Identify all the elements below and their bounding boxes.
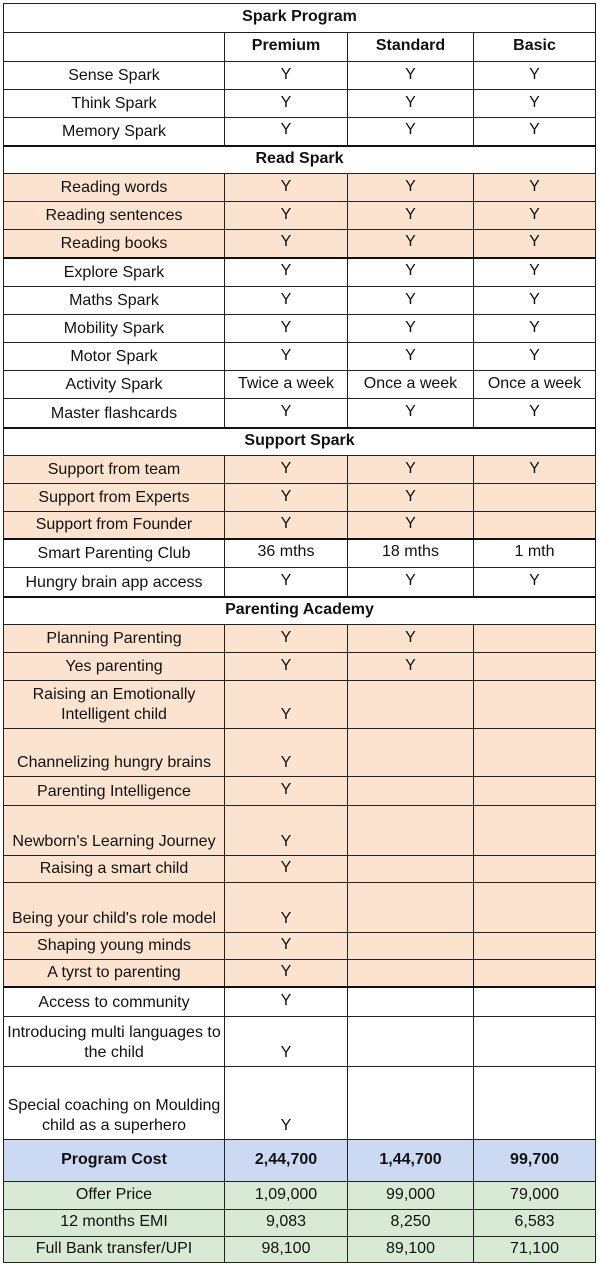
table-row: [4, 512, 596, 539]
row-label: Explore Spark: [4, 258, 225, 287]
basic-cell: Y: [474, 287, 596, 315]
row-label: Activity Spark: [4, 371, 225, 399]
basic-cell: [474, 484, 596, 512]
row-label: Special coaching on Moulding child as a superhero: [4, 1067, 225, 1140]
table-row: [4, 777, 596, 806]
premium-cell: Y: [225, 174, 348, 202]
row-label: Program Cost: [4, 1140, 225, 1182]
basic-cell: Y: [474, 174, 596, 202]
premium-cell: 1,09,000: [225, 1182, 348, 1210]
row-label: Support from Experts: [4, 484, 225, 512]
premium-cell: 36 mths: [225, 539, 348, 568]
standard-cell: Y: [348, 90, 474, 118]
basic-cell: [474, 653, 596, 681]
standard-cell: Y: [348, 512, 474, 539]
table-title: Spark Program: [4, 4, 596, 33]
basic-cell: [474, 512, 596, 539]
row-label: Introducing multi languages to the child: [4, 1017, 225, 1067]
row-label: Planning Parenting: [4, 625, 225, 653]
section-header-row: [4, 428, 596, 456]
price-row: [4, 1237, 596, 1263]
table-row: [4, 202, 596, 230]
row-label: Yes parenting: [4, 653, 225, 681]
section-title: Parenting Academy: [4, 597, 596, 625]
basic-cell: [474, 777, 596, 806]
basic-cell: [474, 806, 596, 856]
standard-cell: [348, 806, 474, 856]
table-row: [4, 315, 596, 343]
basic-cell: Y: [474, 343, 596, 371]
table-row: [4, 343, 596, 371]
basic-cell: 6,583: [474, 1210, 596, 1237]
row-label: Hungry brain app access: [4, 568, 225, 597]
row-label: Being your child's role model: [4, 883, 225, 933]
premium-cell: Y: [225, 230, 348, 258]
basic-cell: 1 mth: [474, 539, 596, 568]
header-standard: Standard: [348, 33, 474, 62]
standard-cell: [348, 1017, 474, 1067]
program-comparison-sheet: [3, 3, 595, 1276]
table-row: [4, 456, 596, 484]
standard-cell: 99,000: [348, 1182, 474, 1210]
row-label: Raising an Emotionally Intelligent child: [4, 681, 225, 729]
row-label: Access to community: [4, 987, 225, 1017]
row-label: Support from team: [4, 456, 225, 484]
table-row: [4, 960, 596, 987]
section-header-row: [4, 146, 596, 174]
premium-cell: Y: [225, 456, 348, 484]
standard-cell: Y: [348, 653, 474, 681]
price-row: [4, 1210, 596, 1237]
basic-cell: [474, 933, 596, 960]
table-row: [4, 484, 596, 512]
standard-cell: [348, 729, 474, 777]
row-label: Think Spark: [4, 90, 225, 118]
table-row: [4, 625, 596, 653]
premium-cell: Y: [225, 118, 348, 146]
premium-cell: Y: [225, 484, 348, 512]
table-row: [4, 90, 596, 118]
premium-cell: Y: [225, 777, 348, 806]
premium-cell: Y: [225, 512, 348, 539]
row-label: Offer Price: [4, 1182, 225, 1210]
standard-cell: Once a week: [348, 371, 474, 399]
basic-cell: [474, 729, 596, 777]
standard-cell: [348, 777, 474, 806]
column-header-row: [4, 33, 596, 62]
row-label: Support from Founder: [4, 512, 225, 539]
standard-cell: Y: [348, 315, 474, 343]
table-row: [4, 399, 596, 428]
table-row: [4, 681, 596, 729]
basic-cell: 71,100: [474, 1237, 596, 1263]
row-label: 12 months EMI: [4, 1210, 225, 1237]
premium-cell: Twice a week: [225, 371, 348, 399]
premium-cell: 2,44,700: [225, 1140, 348, 1182]
basic-cell: Y: [474, 258, 596, 287]
table-row: [4, 230, 596, 258]
premium-cell: Y: [225, 625, 348, 653]
row-label: Channelizing hungry brains: [4, 729, 225, 777]
row-label: Maths Spark: [4, 287, 225, 315]
standard-cell: [348, 933, 474, 960]
premium-cell: Y: [225, 258, 348, 287]
standard-cell: Y: [348, 484, 474, 512]
row-label: Shaping young minds: [4, 933, 225, 960]
standard-cell: [348, 987, 474, 1017]
premium-cell: Y: [225, 287, 348, 315]
section-header-row: [4, 597, 596, 625]
row-label: Parenting Intelligence: [4, 777, 225, 806]
standard-cell: [348, 1067, 474, 1140]
table-body: [4, 4, 596, 1263]
basic-cell: Y: [474, 118, 596, 146]
basic-cell: [474, 625, 596, 653]
row-label: Raising a smart child: [4, 856, 225, 883]
row-label: Reading books: [4, 230, 225, 258]
premium-cell: Y: [225, 90, 348, 118]
premium-cell: Y: [225, 960, 348, 987]
comparison-table: [3, 3, 596, 1263]
premium-cell: Y: [225, 62, 348, 90]
basic-cell: [474, 681, 596, 729]
header-premium: Premium: [225, 33, 348, 62]
premium-cell: Y: [225, 1017, 348, 1067]
standard-cell: Y: [348, 568, 474, 597]
table-row: [4, 987, 596, 1017]
premium-cell: Y: [225, 987, 348, 1017]
basic-cell: 99,700: [474, 1140, 596, 1182]
table-row: [4, 883, 596, 933]
basic-cell: 79,000: [474, 1182, 596, 1210]
basic-cell: Once a week: [474, 371, 596, 399]
price-row: [4, 1182, 596, 1210]
table-row: [4, 258, 596, 287]
premium-cell: 98,100: [225, 1237, 348, 1263]
row-label: Master flashcards: [4, 399, 225, 428]
premium-cell: Y: [225, 729, 348, 777]
row-label: Motor Spark: [4, 343, 225, 371]
row-label: Sense Spark: [4, 62, 225, 90]
standard-cell: [348, 883, 474, 933]
standard-cell: Y: [348, 287, 474, 315]
standard-cell: 18 mths: [348, 539, 474, 568]
basic-cell: Y: [474, 568, 596, 597]
premium-cell: Y: [225, 806, 348, 856]
program-cost-row: [4, 1140, 596, 1182]
row-label: Memory Spark: [4, 118, 225, 146]
standard-cell: Y: [348, 456, 474, 484]
standard-cell: 89,100: [348, 1237, 474, 1263]
basic-cell: [474, 1017, 596, 1067]
row-label: Full Bank transfer/UPI: [4, 1237, 225, 1263]
standard-cell: Y: [348, 258, 474, 287]
premium-cell: Y: [225, 653, 348, 681]
premium-cell: Y: [225, 568, 348, 597]
table-row: [4, 1067, 596, 1140]
table-row: [4, 371, 596, 399]
standard-cell: Y: [348, 399, 474, 428]
premium-cell: Y: [225, 856, 348, 883]
basic-cell: Y: [474, 456, 596, 484]
table-row: [4, 62, 596, 90]
row-label: Mobility Spark: [4, 315, 225, 343]
row-label: Smart Parenting Club: [4, 539, 225, 568]
basic-cell: Y: [474, 399, 596, 428]
table-row: [4, 856, 596, 883]
header-blank-cell: [4, 33, 225, 62]
standard-cell: 1,44,700: [348, 1140, 474, 1182]
basic-cell: Y: [474, 62, 596, 90]
premium-cell: Y: [225, 883, 348, 933]
standard-cell: Y: [348, 625, 474, 653]
table-row: [4, 539, 596, 568]
row-label: Newborn's Learning Journey: [4, 806, 225, 856]
premium-cell: Y: [225, 681, 348, 729]
basic-cell: Y: [474, 202, 596, 230]
standard-cell: Y: [348, 174, 474, 202]
title-row: [4, 4, 596, 33]
section-title: Support Spark: [4, 428, 596, 456]
premium-cell: Y: [225, 315, 348, 343]
table-row: [4, 174, 596, 202]
row-label: Reading sentences: [4, 202, 225, 230]
basic-cell: Y: [474, 230, 596, 258]
premium-cell: Y: [225, 399, 348, 428]
standard-cell: [348, 856, 474, 883]
standard-cell: 8,250: [348, 1210, 474, 1237]
basic-cell: [474, 987, 596, 1017]
section-title: Read Spark: [4, 146, 596, 174]
basic-cell: [474, 1067, 596, 1140]
table-row: [4, 568, 596, 597]
table-row: [4, 729, 596, 777]
standard-cell: Y: [348, 202, 474, 230]
basic-cell: [474, 883, 596, 933]
premium-cell: Y: [225, 933, 348, 960]
premium-cell: Y: [225, 343, 348, 371]
standard-cell: [348, 681, 474, 729]
row-label: A tyrst to parenting: [4, 960, 225, 987]
standard-cell: Y: [348, 343, 474, 371]
basic-cell: Y: [474, 90, 596, 118]
basic-cell: [474, 960, 596, 987]
standard-cell: Y: [348, 62, 474, 90]
table-row: [4, 287, 596, 315]
standard-cell: Y: [348, 230, 474, 258]
basic-cell: [474, 856, 596, 883]
premium-cell: Y: [225, 1067, 348, 1140]
standard-cell: [348, 960, 474, 987]
row-label: Reading words: [4, 174, 225, 202]
header-basic: Basic: [474, 33, 596, 62]
premium-cell: 9,083: [225, 1210, 348, 1237]
table-row: [4, 653, 596, 681]
standard-cell: Y: [348, 118, 474, 146]
table-row: [4, 1017, 596, 1067]
table-row: [4, 806, 596, 856]
table-row: [4, 933, 596, 960]
premium-cell: Y: [225, 202, 348, 230]
basic-cell: Y: [474, 315, 596, 343]
table-row: [4, 118, 596, 146]
